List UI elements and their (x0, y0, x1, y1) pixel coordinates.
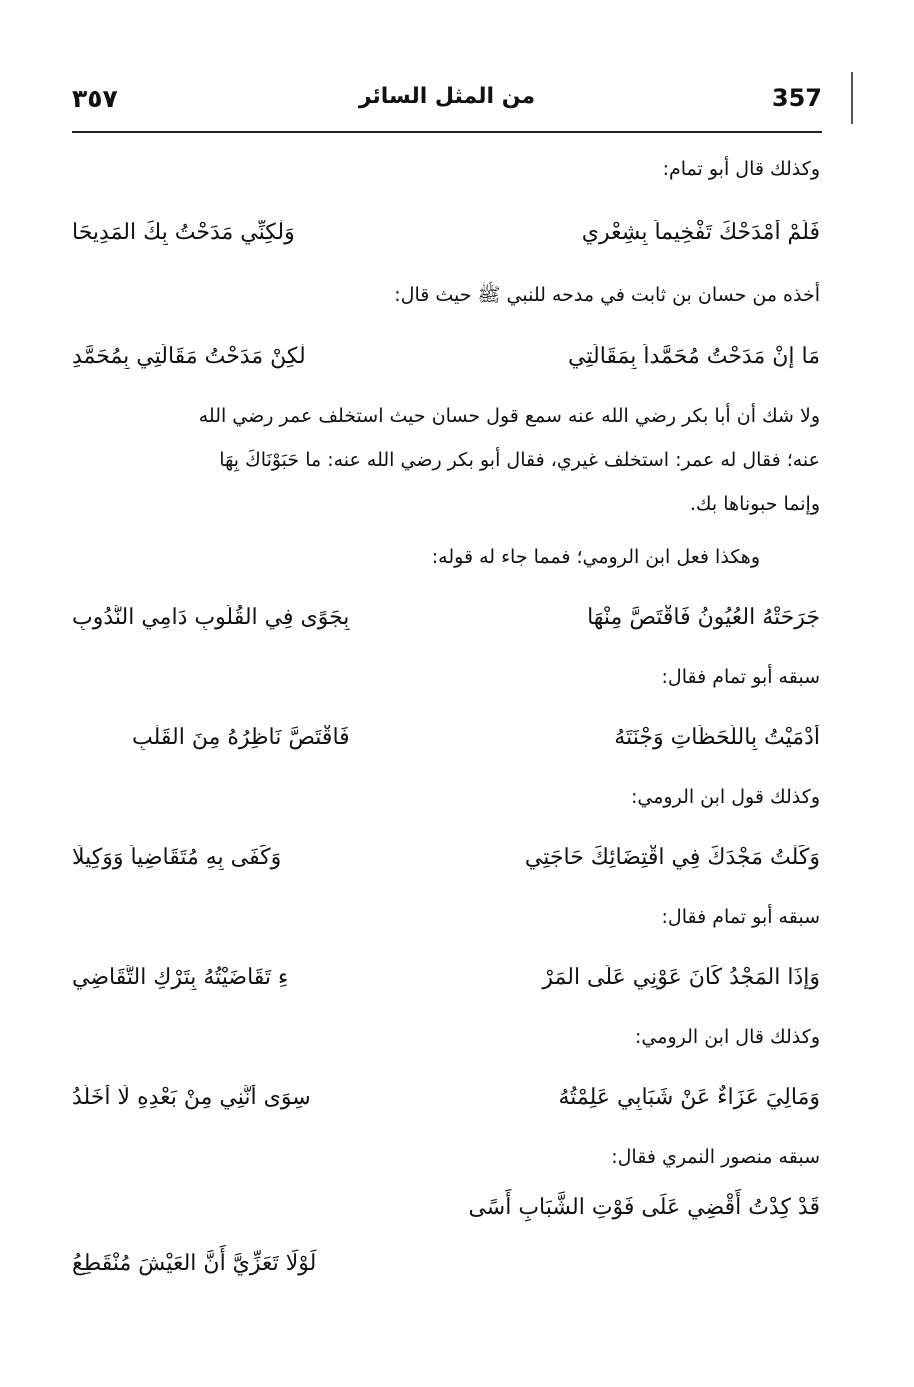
verse-first-hemistich: وَمَالِيَ عَزَاءٌ عَنْ شَبَابِي عَلِمْتُهُ (558, 1084, 820, 1110)
verse-second-hemistich: ءِ تَقَاضَيْتُهُ بِتَرْكِ التَّقَاضِي (72, 964, 289, 990)
verse-first-hemistich: فَلَمْ أَمْدَحْكَ تَفْخِيماً بِشِعْرِي (581, 219, 820, 245)
running-title: من المثل السائر (358, 84, 536, 109)
verse-second-hemistich: لَوْلَا تَعَزِّيَّ أَنَّ العَيْشَ مُنْقَطِعُ (72, 1251, 317, 1276)
verse-line (72, 700, 820, 774)
verse-second-hemistich: وَلٰكِنِّي مَدَحْتُ بِكَ المَدِيحَا (72, 219, 295, 245)
paragraph (72, 394, 820, 526)
intro-line: وكذلك قول ابن الرومي: (631, 786, 820, 808)
intro-line: أخذه من حسان بن ثابت في مدحه للنبي ﷺ حيث قال: (394, 284, 820, 306)
paragraph-line: ولا شك أن أبا بكر رضي الله عنه سمع قول حسان حيث استخلف عمر رضي الله (198, 405, 820, 427)
intro-line: سبقه أبو تمام فقال: (661, 906, 820, 928)
verse-second-hemistich: بِجَوًى فِي القُلُوبِ دَامِي النُّدُوبِ (72, 604, 350, 630)
verse-line (72, 192, 820, 272)
paragraph-line: عنه؛ فقال له عمر: استخلف غيري، فقال أبو بكر رضي الله عنه: ما حَبَوْنَاكَ بِهَا (219, 449, 820, 471)
verse-line (72, 1060, 820, 1134)
verse-second-hemistich: لٰكِنْ مَدَحْتُ مَقَالَتِي بِمُحَمَّدِ (72, 343, 306, 369)
intro-line: وهكذا فعل ابن الرومي؛ فمما جاء له قوله: (431, 546, 760, 568)
verse-second-hemistich: سِوَى أَنَّنِي مِنْ بَعْدِهِ لَا أُخَلَّدُ (72, 1084, 311, 1110)
verse-second-hemistich: وَكَفَى بِهِ مُتَقَاضِياً وَوَكِيلَا (72, 844, 282, 870)
intro-line: سبقه منصور النمري فقال: (611, 1146, 820, 1168)
verse-line (72, 580, 820, 654)
paragraph-line: وإنما حبوناها بك. (689, 493, 820, 515)
verse-first-hemistich: قَدْ كِدْتُ أَقْضِي عَلَى فَوْتِ الشَّبَابِ أَسًى (468, 1195, 820, 1220)
verse-second-hemistich: فَاقْتَصَّ نَاظِرُهُ مِنَ القَلْبِ (132, 724, 350, 750)
intro-line: وكذلك قال أبو تمام: (662, 158, 820, 180)
verse-first-hemistich: وَإِذَا المَجْدُ كَانَ عَوْنِي عَلَى المَرْ (542, 964, 820, 990)
verse-first-hemistich: مَا إنْ مَدَحْتُ مُحَمَّداً بِمَقَالَتِي (568, 343, 820, 369)
page-number-arabic: ٣٥٧ (72, 84, 118, 113)
page-header (72, 84, 822, 124)
intro-line: سبقه أبو تمام فقال: (661, 666, 820, 688)
header-rule (72, 131, 822, 133)
page-number: 357 (771, 84, 822, 112)
intro-line: وكذلك قال ابن الرومي: (635, 1026, 820, 1048)
verse-line (72, 318, 820, 394)
margin-line (851, 72, 853, 124)
verse-first-hemistich: أَدْمَيْتُ بِاللَّحَظَاتِ وَجْنَتَهُ (614, 724, 820, 750)
verse-first-hemistich: جَرَحَتْهُ العُيُونُ فَاقْتَصَّ مِنْهَا (587, 604, 820, 630)
verse-first-hemistich: وَكَلْتُ مَجْدَكَ فِي اقْتِضَائِكَ حَاجَتِي (524, 844, 820, 870)
page-body (72, 146, 820, 1292)
verse-line (72, 940, 820, 1014)
verse-line (72, 820, 820, 894)
